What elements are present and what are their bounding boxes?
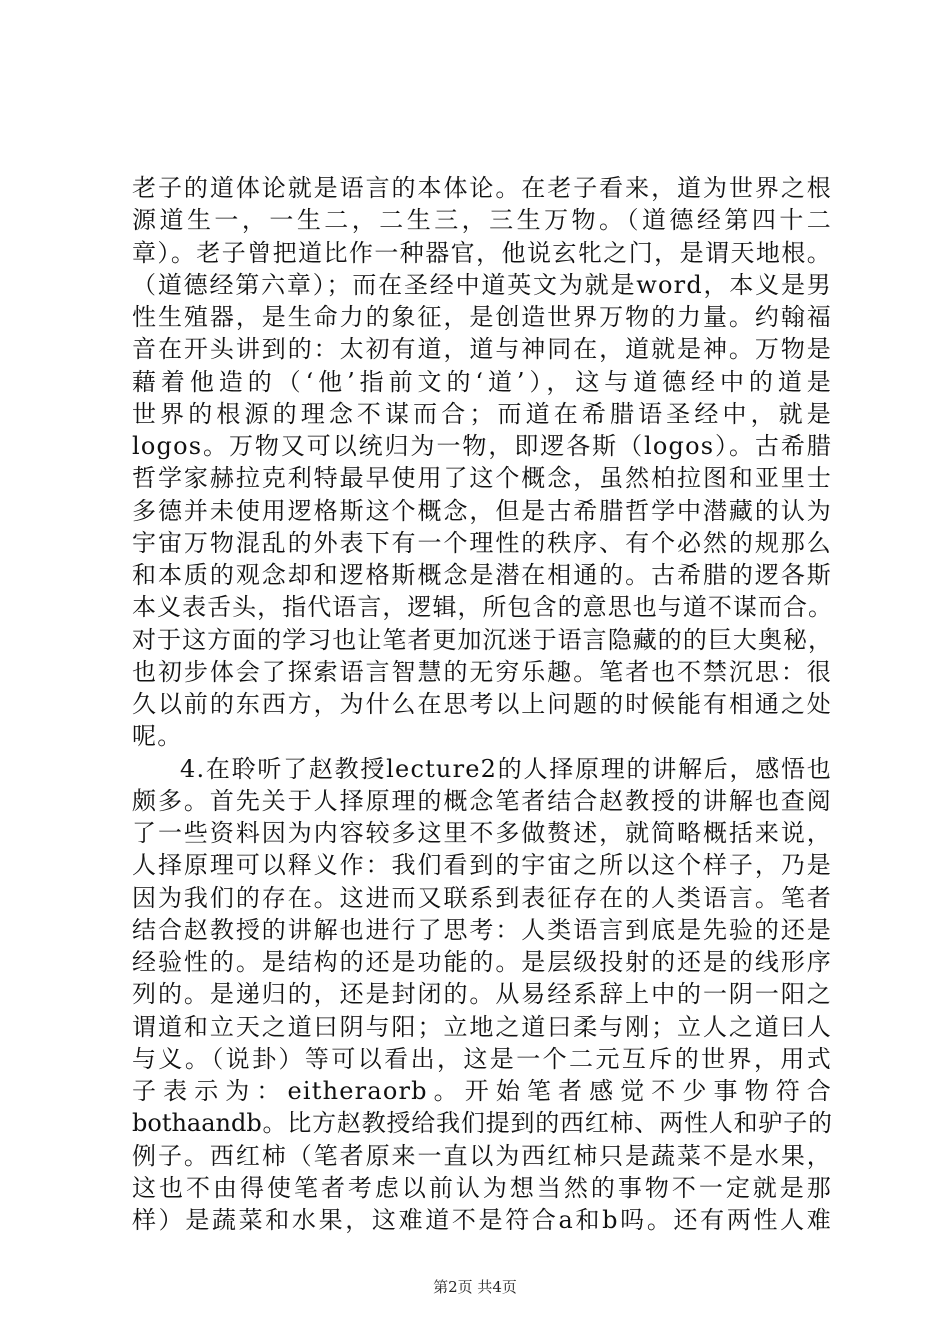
paragraph-line: 性生殖器，是生命力的象征，是创造世界万物的力量。约翰福: [132, 303, 832, 331]
paragraph-line: 子表示为：eitheraorb。开始笔者感觉不少事物符合: [132, 1077, 832, 1105]
paragraph-line: 藉着他造的（‘他’指前文的‘道’），这与道德经中的道是: [132, 367, 832, 396]
paragraph-line: 4.在聆听了赵教授lecture2的人择原理的讲解后，感悟也: [180, 754, 832, 783]
paragraph-line: 列的。是递归的，还是封闭的。从易经系辞上中的一阴一阳之: [132, 980, 832, 1009]
page-number: 第2页 共4页: [433, 1278, 517, 1296]
paragraph-line: 老子的道体论就是语言的本体论。在老子看来，道为世界之根: [132, 174, 832, 202]
paragraph-line: 对于这方面的学习也让笔者更加沉迷于语言隐藏的的巨大奥秘，: [132, 625, 832, 654]
paragraph-line: 音在开头讲到的：太初有道，道与神同在，道就是神。万物是: [132, 335, 832, 364]
paragraph-line: 这也不由得使笔者考虑以前认为想当然的事物不一定就是那: [132, 1173, 832, 1202]
paragraph-line: 结合赵教授的讲解也进行了思考：人类语言到底是先验的还是: [132, 915, 832, 944]
paragraph-line: 也初步体会了探索语言智慧的无穷乐趣。笔者也不禁沉思：很: [132, 657, 832, 686]
paragraph-line: 哲学家赫拉克利特最早使用了这个概念，虽然柏拉图和亚里士: [132, 464, 832, 493]
paragraph-line: 章）。老子曾把道比作一种器官，他说玄牝之门，是谓天地根。: [132, 238, 832, 267]
paragraph-line: 本义表舌头，指代语言，逻辑，所包含的意思也与道不谋而合。: [132, 593, 832, 622]
paragraph-line: 谓道和立天之道曰阴与阳；立地之道曰柔与刚；立人之道曰人: [132, 1012, 832, 1041]
paragraph-line: 宇宙万物混乱的外表下有一个理性的秩序、有个必然的规那么: [132, 528, 832, 557]
paragraph-line: 和本质的观念却和逻格斯概念是潜在相通的。古希腊的逻各斯: [132, 561, 832, 589]
paragraph-line: bothaandb。比方赵教授给我们提到的西红柿、两性人和驴子的: [132, 1109, 832, 1138]
paragraph-line: 经验性的。是结构的还是功能的。是层级投射的还是的线形序: [132, 948, 832, 976]
paragraph-line: 样）是蔬菜和水果，这难道不是符合a和b吗。还有两性人难: [132, 1206, 832, 1234]
paragraph-line: 人择原理可以释义作：我们看到的宇宙之所以这个样子，乃是: [132, 851, 832, 880]
paragraph-line: logos。万物又可以统归为一物，即逻各斯（logos）。古希腊: [132, 432, 832, 460]
paragraph-line: 世界的根源的理念不谋而合；而道在希腊语圣经中，就是: [132, 399, 832, 428]
paragraph-line: 多德并未使用逻格斯这个概念，但是古希腊哲学中潜藏的认为: [132, 496, 832, 525]
paragraph-line: 例子。西红柿（笔者原来一直以为西红柿只是蔬菜不是水果，: [132, 1141, 832, 1170]
paragraph-line: 与义。（说卦）等可以看出，这是一个二元互斥的世界，用式: [132, 1044, 832, 1073]
paragraph-line: （道德经第六章）；而在圣经中道英文为就是word，本义是男: [132, 270, 832, 299]
paragraph-line: 了一些资料因为内容较多这里不多做赘述，就简略概括来说，: [132, 819, 832, 847]
paragraph-line: 颇多。首先关于人择原理的概念笔者结合赵教授的讲解也查阅: [132, 786, 832, 815]
paragraph-line: 因为我们的存在。这进而又联系到表征存在的人类语言。笔者: [132, 883, 832, 912]
paragraph-line: 久以前的东西方，为什么在思考以上问题的时候能有相通之处: [132, 690, 832, 718]
paragraph-line: 呢。: [132, 722, 183, 751]
paragraph-line: 源道生一，一生二，二生三，三生万物。（道德经第四十二: [132, 206, 832, 235]
document-body: [132, 172, 832, 1236]
